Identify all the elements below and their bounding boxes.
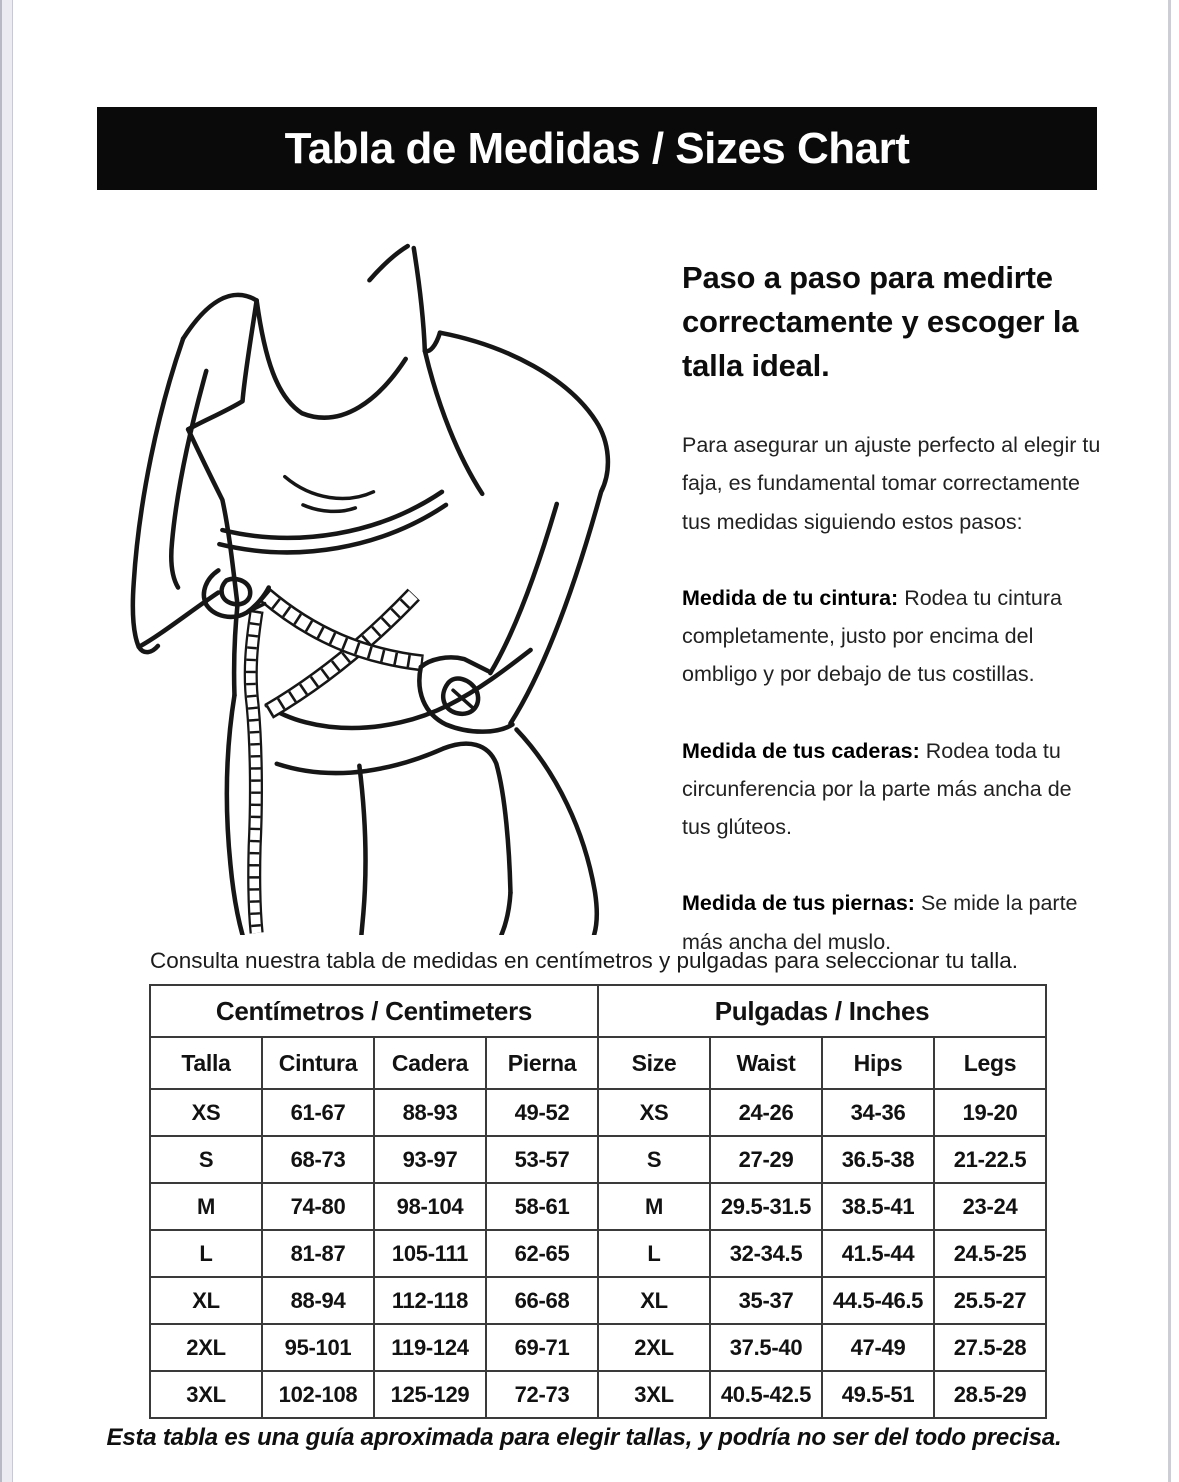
cell: 36.5-38 (822, 1136, 934, 1183)
page-right-edge (1168, 0, 1171, 1482)
cell: S (598, 1136, 710, 1183)
col-legs: Legs (934, 1037, 1046, 1089)
cell: 21-22.5 (934, 1136, 1046, 1183)
page-title: Tabla de Medidas / Sizes Chart (284, 123, 910, 173)
cell: 19-20 (934, 1089, 1046, 1136)
group-header-centimeters: Centímetros / Centimeters (150, 985, 598, 1037)
step-waist (682, 579, 1102, 694)
col-talla: Talla (150, 1037, 262, 1089)
tape-dangle (251, 611, 257, 933)
table-row-m (150, 1183, 1046, 1230)
cell: 112-118 (374, 1277, 486, 1324)
table-column-header-row (150, 1037, 1046, 1089)
cell: 88-94 (262, 1277, 374, 1324)
step-hips (682, 732, 1102, 847)
col-pierna: Pierna (486, 1037, 598, 1089)
cell: 3XL (150, 1371, 262, 1418)
cell: 24.5-25 (934, 1230, 1046, 1277)
cell: L (598, 1230, 710, 1277)
cell: 95-101 (262, 1324, 374, 1371)
cell: 3XL (598, 1371, 710, 1418)
cell: L (150, 1230, 262, 1277)
cell: 69-71 (486, 1324, 598, 1371)
table-caption: Consulta nuestra tabla de medidas en centímetros y pulgadas para seleccionar tu talla. (149, 948, 1018, 973)
cell: 34-36 (822, 1089, 934, 1136)
cell: 81-87 (262, 1230, 374, 1277)
cell: 32-34.5 (710, 1230, 822, 1277)
cell: 72-73 (486, 1371, 598, 1418)
cell: 37.5-40 (710, 1324, 822, 1371)
col-cadera: Cadera (374, 1037, 486, 1089)
cell: 58-61 (486, 1183, 598, 1230)
step-hips-label: Medida de tus caderas: (682, 738, 920, 763)
cell: M (150, 1183, 262, 1230)
col-hips: Hips (822, 1037, 934, 1089)
cell: 61-67 (262, 1089, 374, 1136)
cell: 23-24 (934, 1183, 1046, 1230)
cell: 98-104 (374, 1183, 486, 1230)
table-row-xl (150, 1277, 1046, 1324)
cell: XS (150, 1089, 262, 1136)
cell: 27.5-28 (934, 1324, 1046, 1371)
cell: 88-93 (374, 1089, 486, 1136)
table-row-s (150, 1136, 1046, 1183)
title-bar (97, 107, 1097, 190)
cell: 38.5-41 (822, 1183, 934, 1230)
cell: 29.5-31.5 (710, 1183, 822, 1230)
instructions-panel (682, 256, 1102, 961)
cell: 53-57 (486, 1136, 598, 1183)
cell: 47-49 (822, 1324, 934, 1371)
cell: 2XL (598, 1324, 710, 1371)
cell: 24-26 (710, 1089, 822, 1136)
col-waist: Waist (710, 1037, 822, 1089)
cell: 74-80 (262, 1183, 374, 1230)
cell: 105-111 (374, 1230, 486, 1277)
table-group-header-row (150, 985, 1046, 1037)
col-cintura: Cintura (262, 1037, 374, 1089)
cell: 93-97 (374, 1136, 486, 1183)
page-left-edge (0, 0, 13, 1482)
cell: XL (150, 1277, 262, 1324)
cell: 68-73 (262, 1136, 374, 1183)
cell: 49.5-51 (822, 1371, 934, 1418)
step-legs-text: Se mide la parte más ancha del muslo. (682, 891, 1078, 954)
footnote: Esta tabla es una guía aproximada para elegir tallas, y podría no ser del todo precisa. (106, 1424, 1062, 1451)
cell: 2XL (150, 1324, 262, 1371)
group-header-inches: Pulgadas / Inches (598, 985, 1046, 1037)
cell: XS (598, 1089, 710, 1136)
table-row-2xl (150, 1324, 1046, 1371)
cell: 44.5-46.5 (822, 1277, 934, 1324)
cell: 102-108 (262, 1371, 374, 1418)
step-legs-label: Medida de tus piernas: (682, 891, 915, 916)
step-waist-label: Medida de tu cintura: (682, 585, 899, 610)
cell: M (598, 1183, 710, 1230)
cell: 27-29 (710, 1136, 822, 1183)
cell: 35-37 (710, 1277, 822, 1324)
cell: S (150, 1136, 262, 1183)
cell: 25.5-27 (934, 1277, 1046, 1324)
table-row-l (150, 1230, 1046, 1277)
step-waist-text: Rodea tu cintura completamente, justo por encima del ombligo y por debajo de tus costillas. (682, 585, 1062, 687)
table-row-xs (150, 1089, 1046, 1136)
cell: 125-129 (374, 1371, 486, 1418)
woman-measuring-waist-illustration (105, 240, 650, 935)
table-row-3xl (150, 1371, 1046, 1418)
cell: 66-68 (486, 1277, 598, 1324)
cell: 62-65 (486, 1230, 598, 1277)
cell: 41.5-44 (822, 1230, 934, 1277)
cell: 40.5-42.5 (710, 1371, 822, 1418)
cell: XL (598, 1277, 710, 1324)
size-table (149, 984, 1047, 1419)
cell: 49-52 (486, 1089, 598, 1136)
step-hips-text: Rodea toda tu circunferencia por la parte más ancha de tus glúteos. (682, 738, 1072, 840)
instructions-heading: Paso a paso para medirte correctamente y escoger la talla ideal. (682, 260, 1079, 384)
col-size: Size (598, 1037, 710, 1089)
cell: 28.5-29 (934, 1371, 1046, 1418)
cell: 119-124 (374, 1324, 486, 1371)
instructions-intro: Para asegurar un ajuste perfecto al elegir tu faja, es fundamental tomar correctamente tus medidas siguiendo estos pasos: (682, 433, 1101, 534)
